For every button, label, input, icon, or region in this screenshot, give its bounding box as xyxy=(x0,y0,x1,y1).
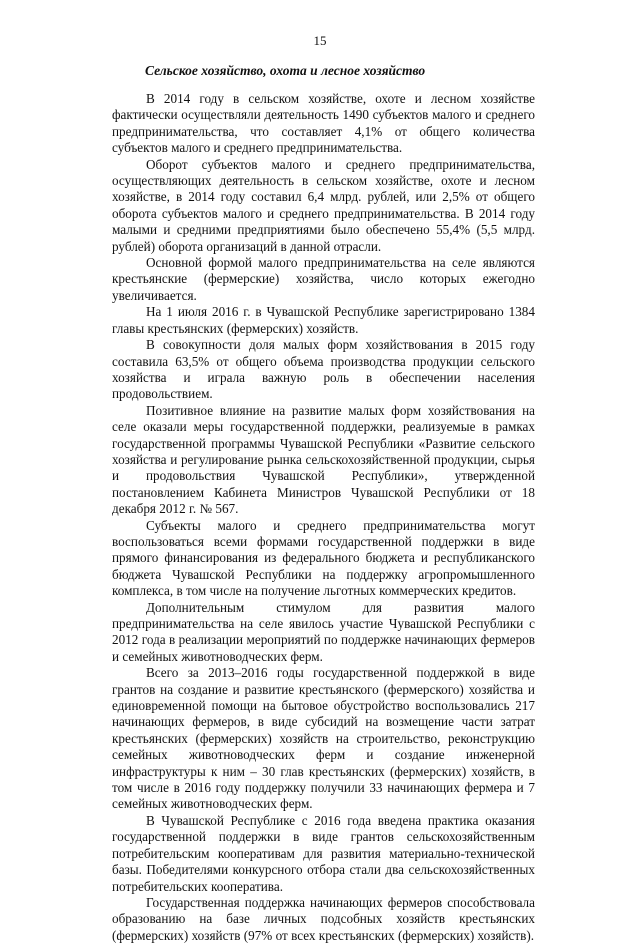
paragraph: В Чувашской Республике с 2016 года введена практика оказания государственной поддержки в виде грантов сельскохозяйственным потребительским кооперативам для развития материально-технической базы. Победителями конкурсного отбора стали два сельскохозяйственных потребительских кооператива. xyxy=(112,812,535,894)
document-body xyxy=(112,91,535,944)
paragraph: В совокупности доля малых форм хозяйствования в 2015 году составила 63,5% от общего объема производства продукции сельского хозяйства и играла важную роль в обеспечении населения продовольствием. xyxy=(112,337,535,402)
paragraph: Оборот субъектов малого и среднего предпринимательства, осуществляющих деятельность в сельском хозяйстве, охоте и лесном хозяйстве, в 2014 году составил 6,4 млрд. рублей, или 2,5% от общего оборота субъектов малого и среднего предпринимательства. В 2014 году малыми и средними предприятиями было обеспечено 55,4% (5,5 млрд. рублей) оборота организаций в данной отрасли. xyxy=(112,156,535,254)
paragraph: Государственная поддержка начинающих фермеров способствовала образованию на базе личных подсобных хозяйств крестьянских (фермерских) хозяйств (97% от всех крестьянских (фермерских) хозяйств). xyxy=(112,894,535,943)
paragraph: Основной формой малого предпринимательства на селе являются крестьянские (фермерские) хозяйства, число которых ежегодно увеличивается. xyxy=(112,255,535,303)
paragraph: Позитивное влияние на развитие малых форм хозяйствования на селе оказали меры государственной поддержки, реализуемые в рамках государственной программы Чувашской Республики «Развитие сельского хозяйства и регулирование рынка сельскохозяйственной продукции, сырья и продовольствия Чувашской Республики», утвержденной постановлением Кабинета Министров Чувашской Республики от 18 декабря 2012 г. № 567. xyxy=(112,402,535,517)
page-number: 15 xyxy=(313,33,327,48)
paragraph: Всего за 2013–2016 годы государственной поддержкой в виде грантов на создание и развитие крестьянского (фермерского) хозяйства и единовременной помощи на бытовое обустройство воспользовались 217 начинающих фермеров, в виде субсидий на возмещение части затрат крестьянских (фермерских) хозяйств на строительство, реконструкцию семейных животноводческих ферм и создание инженерной инфраструктуры к ним – 30 глав крестьянских (фермерских) хозяйств, в том числе в 2016 году поддержку получили 33 начинающих фермера и 7 семейных животноводческих ферм. xyxy=(112,665,535,812)
paragraph: В 2014 году в сельском хозяйстве, охоте и лесном хозяйстве фактически осуществляли деятельность 1490 субъектов малого и среднего предпринимательства, что составляет 4,1% от общего количества субъектов малого и среднего предпринимательства. xyxy=(112,91,535,156)
paragraph: Дополнительным стимулом для развития малого предпринимательства на селе явилось участие Чувашской Республики с 2012 года в реализации мероприятий по поддержке начинающих фермеров и семейных животноводческих ферм. xyxy=(112,599,535,664)
paragraph: На 1 июля 2016 г. в Чувашской Республике зарегистрировано 1384 главы крестьянских (фермерских) хозяйств. xyxy=(112,304,535,336)
paragraph: Субъекты малого и среднего предпринимательства могут воспользоваться всеми формами государственной поддержки в виде прямого финансирования из федерального бюджета и республиканского бюджета Чувашской Республики на поддержку агропромышленного комплекса, в том числе на получение льготных коммерческих кредитов. xyxy=(112,517,535,599)
section-heading: Сельское хозяйство, охота и лесное хозяйство xyxy=(145,63,426,78)
